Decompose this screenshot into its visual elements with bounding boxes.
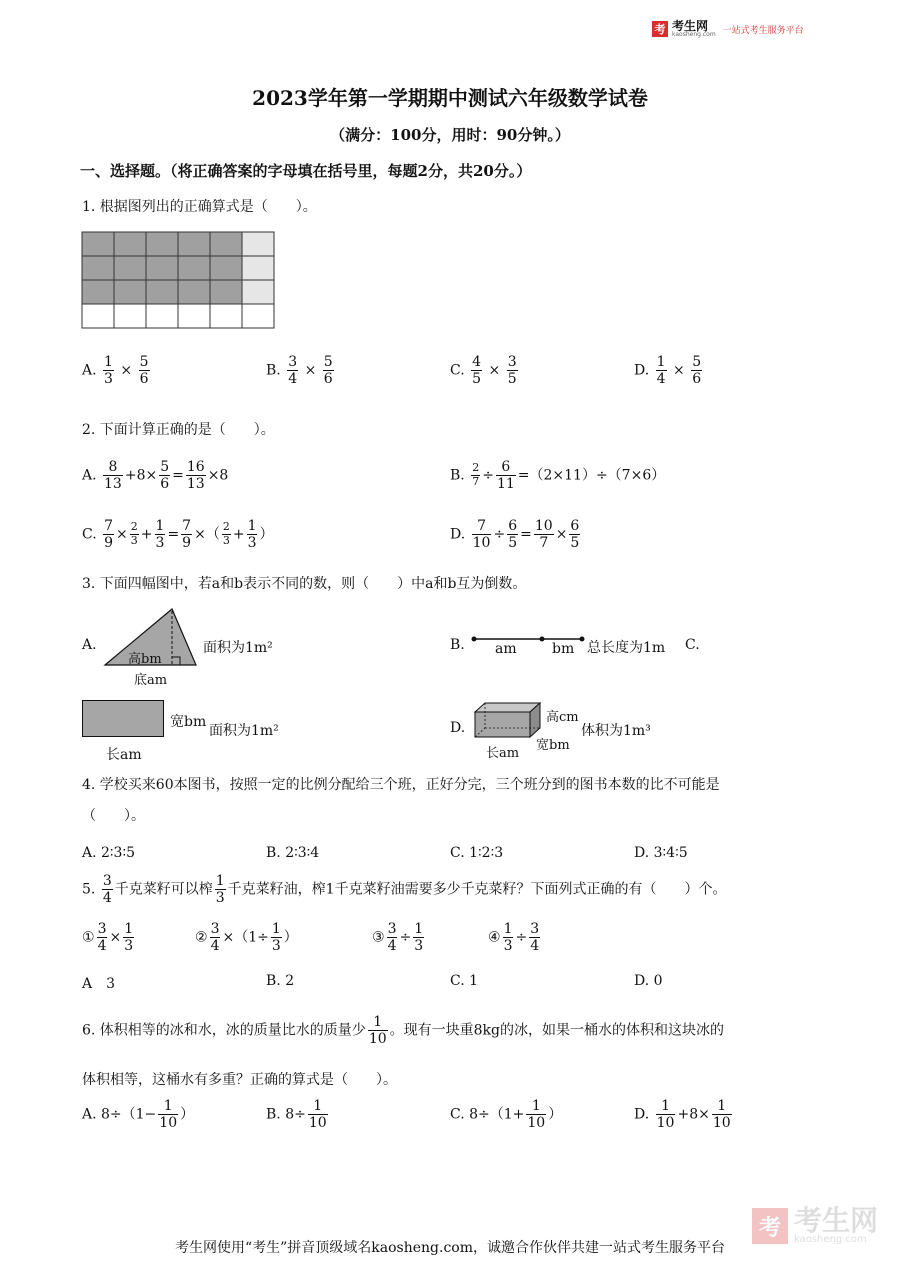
watermark-name: 考生网 bbox=[793, 1204, 878, 1237]
q3-d-length: 长am bbox=[486, 746, 520, 761]
q3-c-desc: 面积为1m² bbox=[209, 723, 279, 739]
grid-cell bbox=[210, 280, 242, 304]
q4-option-b: B. 2∶3∶4 bbox=[266, 845, 320, 861]
q3-c-length: 长am bbox=[106, 747, 142, 763]
q6-option-b: B. 8÷ $\frac{1}{10}$ bbox=[266, 1098, 327, 1132]
q1-option-b: B. $\frac{3}{4}$ × $\frac{5}{6}$ bbox=[266, 354, 333, 388]
q5-expr-4: ④ $\frac{1}{3}$ ÷ $\frac{3}{4}$ bbox=[488, 921, 540, 955]
grid-cell bbox=[146, 280, 178, 304]
q3-b-label: B. bbox=[450, 637, 465, 653]
q5-option-a: A 3 bbox=[82, 976, 116, 992]
grid-cell bbox=[242, 232, 274, 256]
q3-a-height: 高bm bbox=[128, 652, 162, 667]
grid-cell bbox=[178, 280, 210, 304]
grid-cell bbox=[146, 232, 178, 256]
grid-cell bbox=[210, 232, 242, 256]
brand-icon: 考 bbox=[652, 21, 668, 37]
grid-cell bbox=[242, 280, 274, 304]
q4-stem-line2: （ ）。 bbox=[82, 808, 145, 824]
q3-b-desc: 总长度为1m bbox=[587, 640, 666, 656]
q5-option-c: C. 1 bbox=[450, 973, 479, 989]
q3-d-desc: 体积为1m³ bbox=[581, 723, 651, 739]
brand-domain: kaosheng.com bbox=[672, 31, 716, 38]
brand-slogan: 一站式考生服务平台 bbox=[722, 25, 804, 36]
grid-cell bbox=[242, 304, 274, 328]
grid-cell bbox=[82, 232, 114, 256]
q3-d-width: 宽bm bbox=[536, 738, 570, 753]
grid-cell bbox=[82, 256, 114, 280]
grid-cell bbox=[210, 256, 242, 280]
q1-option-d: D. $\frac{1}{4}$ × $\frac{5}{6}$ bbox=[634, 354, 702, 388]
brand-name: 考生网 bbox=[672, 19, 709, 33]
brand-logo bbox=[652, 20, 804, 38]
watermark-icon: 考 bbox=[752, 1208, 788, 1244]
q2-option-c: C. $\frac{7}{9}$ × $\frac{2}{3}$ + $\frac{1}{3}$ = $\frac{7}{9}$ ×（ $\frac{2}{3}$ + $\frac{1}{3}$ ） bbox=[82, 518, 274, 552]
grid-cell bbox=[242, 256, 274, 280]
q6-option-c: C. 8÷（1+ $\frac{1}{10}$ ） bbox=[450, 1098, 563, 1132]
grid-cell bbox=[178, 256, 210, 280]
q1-option-a: A. $\frac{1}{3}$ × $\frac{5}{6}$ bbox=[82, 354, 149, 388]
grid-cell bbox=[82, 280, 114, 304]
q3-b-seg2: bm bbox=[552, 641, 575, 657]
q4-stem: 4. 学校买来60本图书，按照一定的比例分配给三个班，正好分完，三个班分到的图书本数的比不可能是 bbox=[82, 777, 720, 793]
q5-expr-2: ② $\frac{3}{4}$ ×（1÷ $\frac{1}{3}$ ） bbox=[195, 921, 298, 955]
q5-option-d: D. 0 bbox=[634, 973, 663, 989]
grid-cell bbox=[114, 232, 146, 256]
q3-a-label: A. bbox=[82, 637, 97, 653]
q4-option-d: D. 3∶4∶5 bbox=[634, 845, 688, 861]
grid-cell bbox=[210, 304, 242, 328]
q3-rectangle bbox=[82, 700, 164, 737]
q4-option-c: C. 1∶2∶3 bbox=[450, 845, 504, 861]
q3-d-height: 高cm bbox=[546, 710, 579, 725]
grid-cell bbox=[82, 304, 114, 328]
q1-stem: 1. 根据图列出的正确算式是（ ）。 bbox=[82, 199, 317, 215]
q5-expr-1: ① $\frac{3}{4}$ × $\frac{1}{3}$ bbox=[82, 921, 134, 955]
exam-title: 2023学年第一学期期中测试六年级数学试卷 bbox=[252, 86, 648, 110]
q3-c-width: 宽bm bbox=[170, 714, 207, 730]
section-heading: 一、选择题。（将正确答案的字母填在括号里，每题2分，共20分。） bbox=[80, 162, 532, 180]
q2-option-d: D. $\frac{7}{10}$ ÷ $\frac{6}{5}$ = $\frac{10}{7}$ × $\frac{6}{5}$ bbox=[450, 518, 580, 552]
q2-option-a: A. $\frac{8}{13}$ +8× $\frac{5}{6}$ = $\frac{16}{13}$ ×8 bbox=[82, 459, 229, 493]
q5-option-b: B. 2 bbox=[266, 973, 295, 989]
grid-cell bbox=[178, 232, 210, 256]
grid-cell bbox=[146, 304, 178, 328]
grid-cell bbox=[114, 304, 146, 328]
q3-b-seg1: am bbox=[495, 641, 517, 657]
q6-stem-line2: 体积相等，这桶水有多重？正确的算式是（ ）。 bbox=[82, 1072, 397, 1088]
q6-option-a: A. 8÷（1− $\frac{1}{10}$ ） bbox=[82, 1098, 195, 1132]
q3-a-base: 底am bbox=[134, 673, 168, 688]
q5-stem: 5. $\frac{3}{4}$ 千克菜籽可以榨 $\frac{1}{3}$ 千克菜籽油，榨1千克菜籽油需要多少千克菜籽？下面列式正确的有（ ）个。 bbox=[82, 873, 727, 907]
q2-option-b: B. $\frac{2}{7}$ ÷ $\frac{6}{11}$ =（2×11）÷（7×6） bbox=[450, 459, 666, 493]
grid-cell bbox=[114, 280, 146, 304]
q3-c-label: C. bbox=[685, 637, 700, 653]
q4-option-a: A. 2∶3∶5 bbox=[82, 845, 136, 861]
grid-cell bbox=[178, 304, 210, 328]
q2-stem: 2. 下面计算正确的是（ ）。 bbox=[82, 422, 275, 438]
q3-a-desc: 面积为1m² bbox=[203, 640, 273, 656]
q6-stem: 6. 体积相等的冰和水，冰的质量比水的质量少 $\frac{1}{10}$ 。现有一块重8kg的冰，如果一桶水的体积和这块冰的 bbox=[82, 1014, 724, 1048]
q5-expr-3: ③ $\frac{3}{4}$ ÷ $\frac{1}{3}$ bbox=[372, 921, 424, 955]
q1-option-c: C. $\frac{4}{5}$ × $\frac{3}{5}$ bbox=[450, 354, 517, 388]
q3-d-label: D. bbox=[450, 720, 466, 736]
grid-cell bbox=[114, 256, 146, 280]
watermark-domain: kaosheng.com bbox=[793, 1234, 867, 1245]
q3-cuboid bbox=[472, 700, 544, 740]
q3-stem: 3. 下面四幅图中，若a和b表示不同的数，则（ ）中a和b互为倒数。 bbox=[82, 576, 527, 592]
footer-text: 考生网使用“考生”拼音顶级域名kaosheng.com，诚邀合作伙伴共建一站式考生服务平台 bbox=[174, 1240, 726, 1256]
grid-cell bbox=[146, 256, 178, 280]
exam-subtitle: （满分：100分，用时：90分钟。） bbox=[330, 126, 570, 144]
q1-grid bbox=[81, 231, 275, 330]
q6-option-d: D. $\frac{1}{10}$ +8× $\frac{1}{10}$ bbox=[634, 1098, 731, 1132]
